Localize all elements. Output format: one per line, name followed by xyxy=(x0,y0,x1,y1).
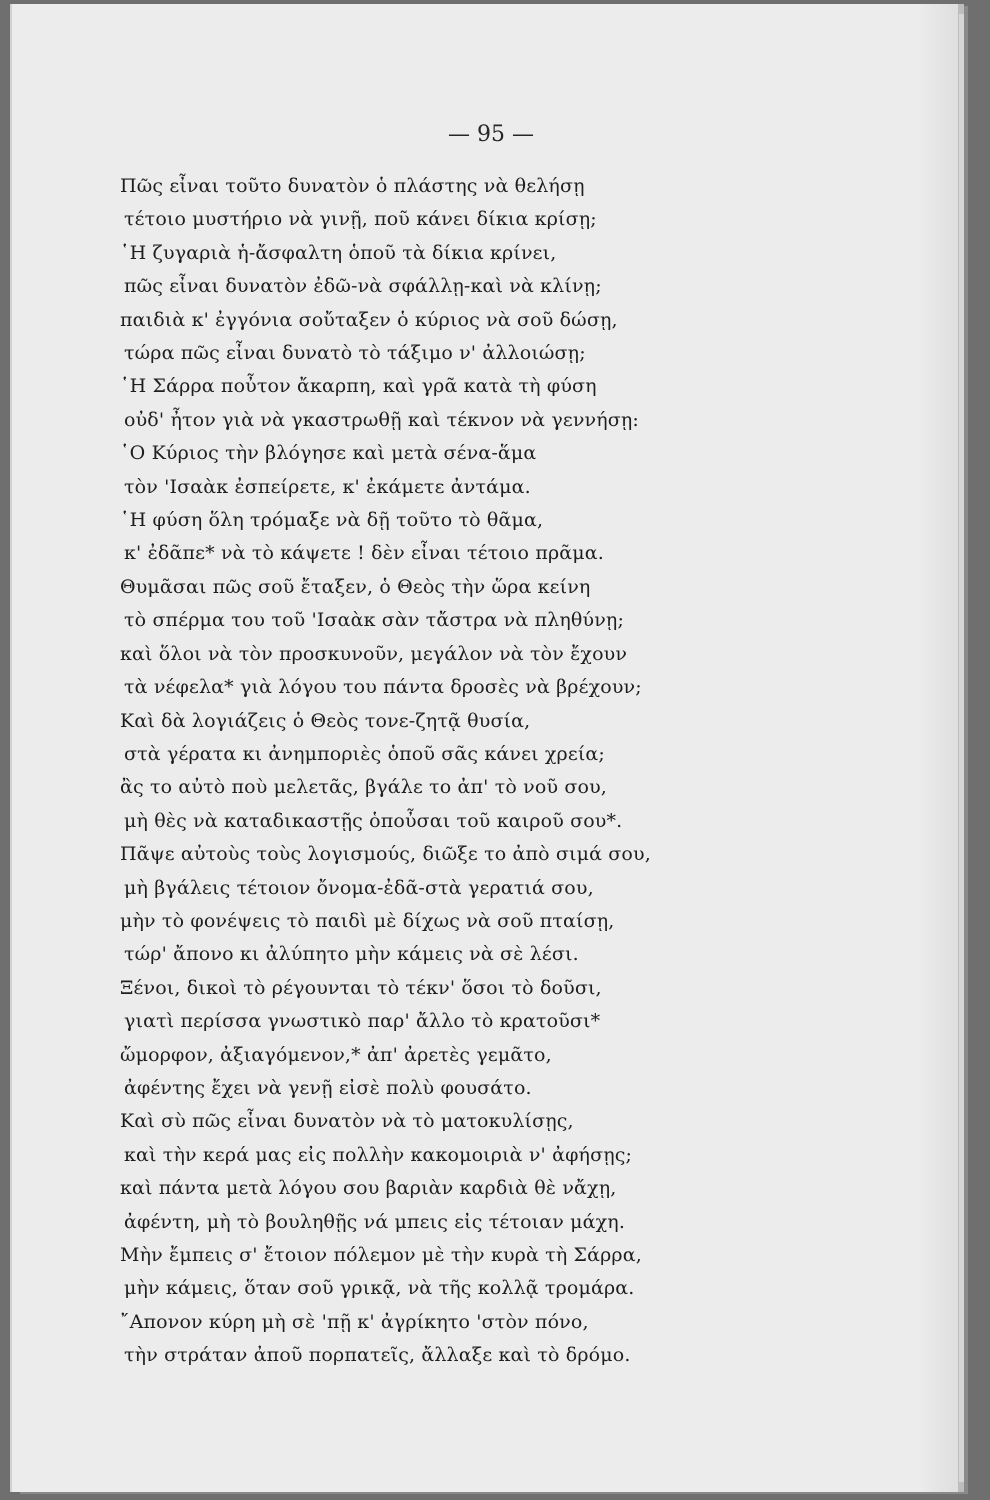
poem-line: καὶ τὴν κερά μας εἰς πολλὴν κακομοιριὰ ν' ἀφήσῃς; xyxy=(124,1143,633,1166)
poem-line: καὶ ὅλοι νὰ τὸν προσκυνοῦν, μεγάλον νὰ τὸν ἔχουν xyxy=(120,642,628,665)
poem-line: ῎Απονον κύρη μὴ σὲ 'πῇ κ' ἀγρίκητο 'στὸν πόνο, xyxy=(120,1310,589,1333)
poem-line: οὐδ' ἦτον γιὰ νὰ γκαστρωθῇ καὶ τέκνον νὰ γεννήσῃ: xyxy=(124,408,639,431)
poem-line: Μὴν ἔμπεις σ' ἔτοιον πόλεμον μὲ τὴν κυρὰ τὴ Σάρρα, xyxy=(120,1244,642,1266)
poem-line: ῾Η ζυγαριὰ ἡ-ἄσφαλτη ὁποῦ τὰ δίκια κρίνει, xyxy=(120,241,557,264)
poem-text xyxy=(118,170,758,1373)
book-page xyxy=(10,4,958,1492)
poem-line: τὸ σπέρμα του τοῦ 'Ισαὰκ σὰν τἄστρα νὰ πληθύνῃ; xyxy=(124,609,624,632)
poem-line: τὰ νέφελα* γιὰ λόγου του πάντα δροσὲς νὰ βρέχουν; xyxy=(124,676,642,699)
poem-line: τώρα πῶς εἶναι δυνατὸ τὸ τάξιμο ν' ἀλλοιώσῃ; xyxy=(124,342,586,365)
poem-line: στὰ γέρατα κι ἀνημποριὲς ὁποῦ σᾶς κάνει χρεία; xyxy=(124,742,605,765)
poem-line: Ξένοι, δικοὶ τὸ ρέγουνται τὸ τέκν' ὅσοι τὸ δοῦσι, xyxy=(120,976,602,999)
poem-line: ῾Ο Κύριος τὴν βλόγησε καὶ μετὰ σένα-ἅμα xyxy=(120,442,537,465)
page-number: — 95 — xyxy=(448,122,534,147)
poem-line: Καὶ δὰ λογιάζεις ὁ Θεὸς τονε-ζητᾷ θυσία, xyxy=(120,709,531,732)
page-edge xyxy=(959,14,964,1482)
poem-line: ἂς το αὐτὸ ποὺ μελετᾶς, βγάλε το ἀπ' τὸ νοῦ σου, xyxy=(120,776,607,799)
poem-line: καὶ πάντα μετὰ λόγου σου βαριὰν καρδιὰ θὲ νἄχῃ, xyxy=(120,1177,617,1200)
poem-line: Πᾶψε αὐτοὺς τοὺς λογισμούς, διῶξε το ἀπὸ σιμά σου, xyxy=(120,843,651,866)
poem-line: γιατὶ περίσσα γνωστικὸ παρ' ἄλλο τὸ κρατοῦσι* xyxy=(124,1010,601,1033)
poem-line: κ' ἐδᾶπε* νὰ τὸ κάψετε ! δὲν εἶναι τέτοιο πρᾶμα. xyxy=(124,542,604,565)
poem-line: ῾Η Σάρρα ποὖτον ἄκαρπη, καὶ γρᾶ κατὰ τὴ φύση xyxy=(120,375,597,398)
poem-line: πῶς εἶναι δυνατὸν ἐδῶ-νὰ σφάλλῃ-καὶ νὰ κλίνῃ; xyxy=(124,275,602,298)
poem-line: ὤμορφον, ἀξιαγόμενον,* ἀπ' ἀρετὲς γεμᾶτο, xyxy=(120,1043,552,1066)
poem-line: τώρ' ἄπονο κι ἀλύπητο μὴν κάμεις νὰ σὲ λέσι. xyxy=(124,943,579,966)
poem-line: μὴ βγάλεις τέτοιον ὄνομα-ἐδᾶ-στὰ γερατιά σου, xyxy=(124,876,594,899)
poem-line: ἀφέντης ἔχει νὰ γενῇ εἰσὲ πολὺ φουσάτο. xyxy=(124,1076,532,1099)
poem-line: μὴν κάμεις, ὅταν σοῦ γρικᾷ, νὰ τῆς κολλᾷ τρομάρα. xyxy=(124,1277,635,1300)
poem-line: Πῶς εἶναι τοῦτο δυνατὸν ὁ πλάστης νὰ θελήσῃ xyxy=(120,175,585,197)
poem-line: τὴν στράταν ἀποῦ πορπατεῖς, ἄλλαξε καὶ τὸ δρόμο. xyxy=(124,1344,631,1367)
poem-line: Καὶ σὺ πῶς εἶναι δυνατὸν νὰ τὸ ματοκυλίσῃς, xyxy=(120,1110,574,1133)
poem-line: τέτοιο μυστήριο νὰ γινῇ, ποῦ κάνει δίκια κρίσῃ; xyxy=(124,208,597,231)
poem-line: Θυμᾶσαι πῶς σοῦ ἔταξεν, ὁ Θεὸς τὴν ὥρα κείνη xyxy=(120,575,591,598)
poem-line: παιδιὰ κ' ἐγγόνια σοὔταξεν ὁ κύριος νὰ σοῦ δώσῃ, xyxy=(120,308,618,331)
poem-line: τὸν 'Ισαὰκ ἐσπείρετε, κ' ἐκάμετε ἀντάμα. xyxy=(124,475,531,498)
poem-line: μὴν τὸ φονέψεις τὸ παιδὶ μὲ δίχως νὰ σοῦ πταίσῃ, xyxy=(120,909,615,932)
poem-line: ἀφέντη, μὴ τὸ βουληθῇς νά μπεις εἰς τέτοιαν μάχη. xyxy=(124,1210,626,1233)
poem-line: μὴ θὲς νὰ καταδικαστῇς ὁποὖσαι τοῦ καιροῦ σου*. xyxy=(124,809,623,832)
page-shade xyxy=(918,4,958,1492)
poem-line: ῾Η φύση ὅλη τρόμαξε νὰ δῇ τοῦτο τὸ θᾶμα, xyxy=(120,509,544,532)
